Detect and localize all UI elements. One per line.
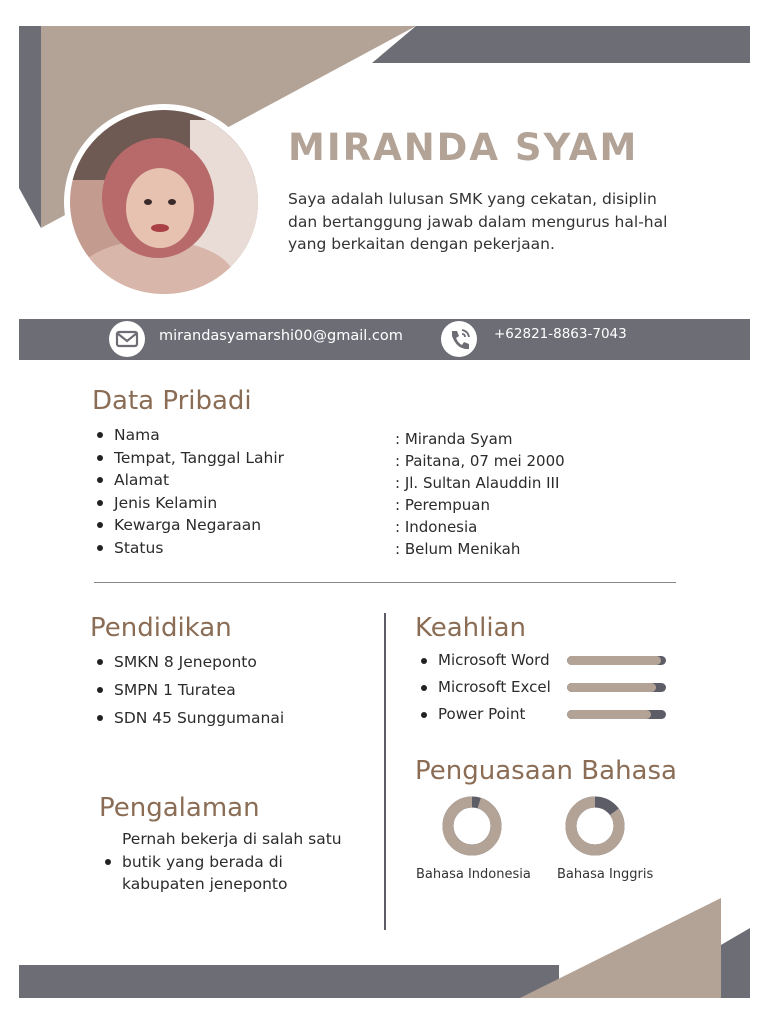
education-list [92,648,284,732]
skill-bar-powerpoint [567,710,666,719]
top-slate-band [372,26,750,63]
skill-label: Power Point [416,701,551,728]
label-jenis-kelamin: Jenis Kelamin [92,492,284,515]
top-left-slate-strip [19,26,41,228]
skill-bar-fill [567,656,661,665]
skill-label: Microsoft Word [416,647,551,674]
language-ring-indonesia [441,795,503,857]
section-title-keahlian: Keahlian [415,613,527,643]
label-nama: Nama [92,424,284,447]
value-tempat-tanggal-lahir: : Paitana, 07 mei 2000 [395,452,565,470]
section-title-pendidikan: Pendidikan [90,613,232,643]
phone-icon [441,321,477,357]
profile-photo [70,110,258,294]
profile-summary: Saya adalah lulusan SMK yang cekatan, disiplin dan bertanggung jawab dalam mengurus hal-hal yang berkaitan dengan pekerjaan. [288,190,668,253]
list-item: SMPN 1 Turatea [92,676,284,704]
phone-number[interactable]: +62821-8863-7043 [494,326,627,342]
value-jenis-kelamin: : Perempuan [395,496,490,514]
label-kewarganegaraan: Kewarga Negaraan [92,514,284,537]
section-title-bahasa: Penguasaan Bahasa [415,756,677,786]
bottom-slate-band [19,965,559,998]
value-kewarganegaraan: : Indonesia [395,518,478,536]
list-item: Pernah bekerja di salah satu butik yang berada di kabupaten jeneponto [100,828,360,896]
experience-list [100,828,360,896]
skills-list [416,647,551,728]
skill-bar-word [567,656,666,665]
language-label-indonesia: Bahasa Indonesia [416,867,531,882]
label-tempat-tanggal-lahir: Tempat, Tanggal Lahir [92,447,284,470]
bottom-taupe-triangle [520,898,721,998]
list-item: SDN 45 Sunggumanai [92,704,284,732]
language-ring-inggris [564,795,626,857]
list-item: SMKN 8 Jeneponto [92,648,284,676]
personal-data-values [395,428,565,560]
value-alamat: : Jl. Sultan Alauddin III [395,474,560,492]
skill-bar-fill [567,683,656,692]
skill-label: Microsoft Excel [416,674,551,701]
value-status: : Belum Menikah [395,540,521,558]
language-label-inggris: Bahasa Inggris [557,867,654,882]
skill-bar-excel [567,683,666,692]
section-title-pengalaman: Pengalaman [99,793,260,823]
section-divider [94,582,676,583]
envelope-icon [109,321,145,357]
value-nama: : Miranda Syam [395,430,513,448]
section-title-data-pribadi: Data Pribadi [92,386,252,416]
label-status: Status [92,537,284,560]
skill-bar-fill [567,710,651,719]
email-link[interactable]: mirandasyamarshi00@gmail.com [159,328,403,344]
personal-data-labels [92,424,284,559]
candidate-name: MIRANDA SYAM [288,126,639,169]
column-divider [384,613,386,930]
label-alamat: Alamat [92,469,284,492]
